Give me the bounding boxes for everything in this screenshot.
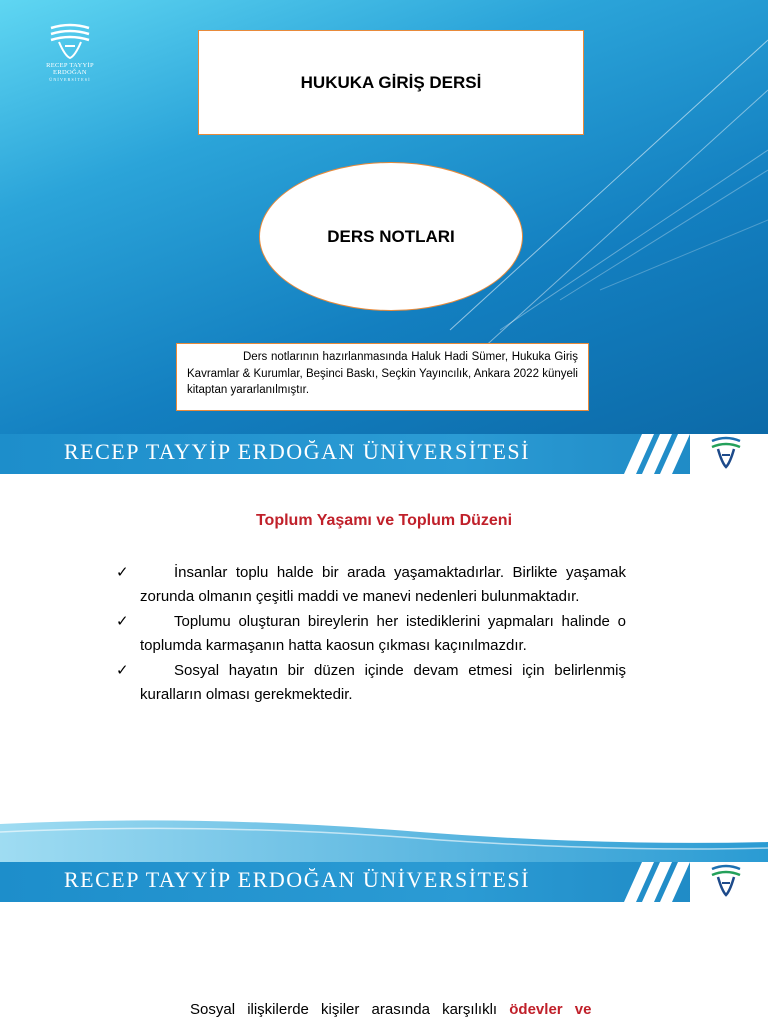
course-title: HUKUKA GİRİŞ DERSİ: [300, 72, 482, 92]
university-header-band: [0, 434, 768, 474]
highlighted-text: ödevler ve: [509, 1001, 592, 1018]
band-title: RECEP TAYYİP ERDOĞAN ÜNİVERSİTESİ: [64, 867, 530, 892]
list-item: [116, 561, 626, 608]
small-logo-icon: [708, 863, 744, 901]
university-header-band: [0, 862, 768, 902]
course-title-box: [198, 30, 584, 135]
source-note: Ders notlarının hazırlanmasında Haluk Hadi Sümer, Hukuka Giriş Kavramlar & Kurumlar, Beşinci Baskı, Seçkin Yayıncılık, Ankara 2022 künyeli kitaptan yararlanılmıştır.: [176, 343, 589, 411]
paragraph-text: [190, 1000, 640, 1020]
bullet-list: [116, 561, 626, 706]
subtitle: DERS NOTLARI: [327, 226, 455, 246]
bullet-text: Sosyal hayatın bir düzen içinde devam etmesi için belirlenmiş kuralların olması gerekmektedir.: [140, 662, 626, 703]
logo-text: RECEP TAYYİP ERDOĞAN ÜNİVERSİTESİ: [46, 62, 94, 82]
band-title: RECEP TAYYİP ERDOĞAN ÜNİVERSİTESİ: [64, 439, 530, 464]
bullet-text: Toplumu oluşturan bireylerin her istediklerini yapmaları halinde o toplumda karmaşanın hatta kaosun çıkması kaçınılmazdır.: [140, 613, 626, 654]
list-item: [116, 659, 626, 706]
checkmark-icon: ✓: [116, 662, 129, 679]
logo-emblem-icon: [45, 22, 95, 60]
band-stripes: [610, 434, 700, 474]
paragraph-start: Sosyal ilişkilerde kişiler arasında karşılıklı: [190, 1001, 498, 1018]
band-stripes: [610, 862, 700, 902]
university-logo: [40, 22, 100, 84]
title-slide: [0, 0, 768, 434]
checkmark-icon: ✓: [116, 613, 129, 630]
decorative-wave: [0, 812, 768, 868]
bullet-text: İnsanlar toplu halde bir arada yaşamaktadırlar. Birlikte yaşamak zorunda olmanın çeşitli maddi ve manevi nedenleri bulunmaktadır.: [140, 564, 626, 605]
checkmark-icon: ✓: [116, 564, 129, 581]
small-logo-icon: [708, 435, 744, 473]
slide-heading: Toplum Yaşamı ve Toplum Düzeni: [255, 512, 513, 529]
subtitle-ellipse: [259, 162, 523, 311]
list-item: [116, 610, 626, 657]
